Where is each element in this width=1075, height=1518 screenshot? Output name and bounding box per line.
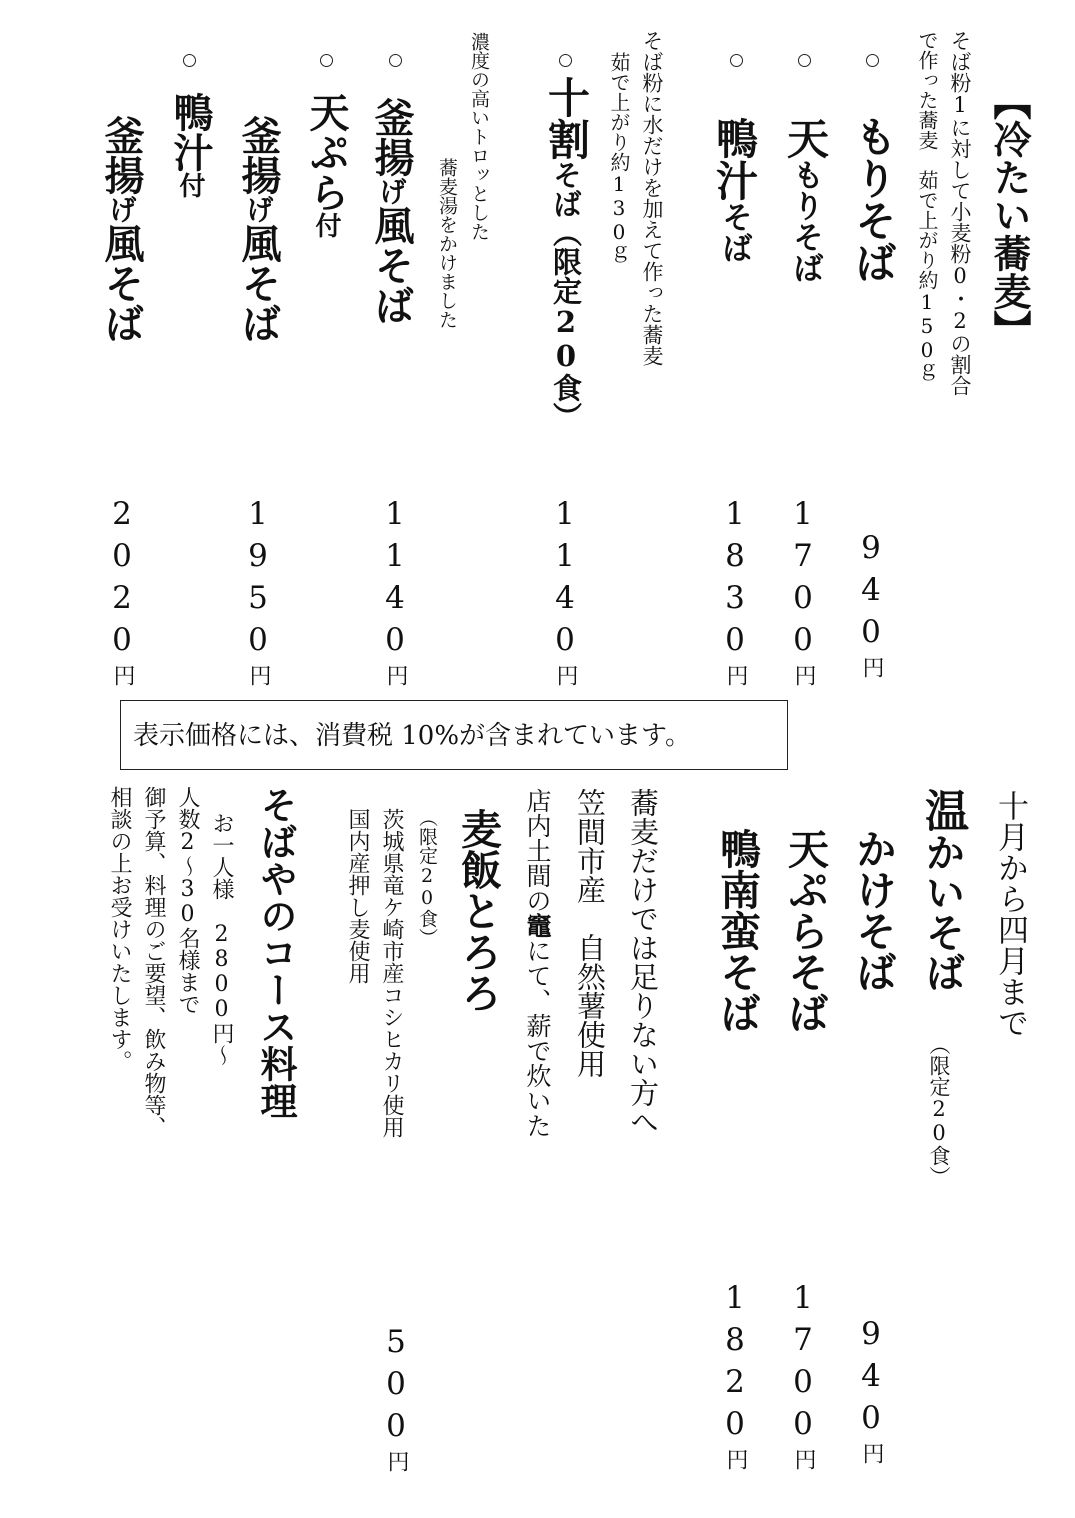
menu-item-mugimeshi-tororo: 麦飯とろろ bbox=[454, 808, 502, 1013]
juwari-note-1: そば粉に水だけを加えて作った蕎麦 bbox=[640, 30, 664, 366]
price-kamonanban-soba: 1820円 bbox=[717, 1280, 753, 1470]
menu-item-kamonanban-soba: 鴨南蛮そば bbox=[713, 828, 761, 1033]
price-kamaage-fu-soba: 1140円 bbox=[377, 496, 413, 686]
extra-intro: 蕎麦だけでは足りない方へ bbox=[626, 788, 660, 1136]
course-note-2: 相談の上お受けいたします。 bbox=[107, 786, 132, 1072]
extra-origin: 笠間市産 自然薯使用 bbox=[573, 788, 607, 1078]
menu-item-kamaage-fu-soba: 釜揚げ風そば bbox=[368, 97, 415, 325]
extra-cooking: 店内土間の竈にて、薪で炊いた bbox=[523, 788, 552, 1138]
kamaage-note-2: 蕎麦湯をかけました bbox=[436, 158, 458, 329]
menu-item-tempura-soba: 天ぷらそば bbox=[781, 828, 829, 1033]
menu-item-kamojiru-soba: 鴨汁そば bbox=[710, 117, 759, 263]
price-tempura-soba: 1700円 bbox=[785, 1280, 821, 1470]
menu-item-tempura-kamaage-soba: 釜揚げ風そば bbox=[235, 115, 282, 343]
warm-limited: （限定20食） bbox=[927, 1034, 951, 1187]
menu-item-kamojiru-kamaage-soba: 釜揚げ風そば bbox=[98, 115, 145, 343]
bullet-icon bbox=[798, 54, 811, 67]
extra-rice: 茨城県竜ケ崎市産コシヒカリ使用 bbox=[379, 808, 404, 1138]
course-people: 人数2～30名様まで bbox=[175, 786, 200, 1015]
warm-period: 十月から四月まで bbox=[992, 790, 1028, 1038]
tax-notice: 表示価格には、消費税 10%が含まれています。 bbox=[120, 700, 788, 770]
cold-description-2: で作った蕎麦 茹で上がり約150ｇ bbox=[915, 30, 939, 382]
extra-barley: 国内産押し麦使用 bbox=[345, 808, 370, 984]
bullet-icon bbox=[559, 54, 572, 67]
bullet-icon bbox=[866, 54, 879, 67]
menu-item-tenmori-soba: 天もりそば bbox=[781, 117, 830, 283]
course-note-1: 御予算、料理のご要望、飲み物等、 bbox=[141, 786, 166, 1138]
course-title: そばやのコース料理 bbox=[254, 786, 298, 1119]
price-tenmori-soba: 1700円 bbox=[785, 496, 821, 686]
course-price: お一人様 2800円～ bbox=[209, 812, 234, 1066]
bullet-icon bbox=[320, 54, 333, 67]
price-kamojiru-kamaage-soba: 2020円 bbox=[104, 496, 140, 686]
price-mugimeshi-tororo: 500円 bbox=[378, 1324, 414, 1472]
price-kamojiru-soba: 1830円 bbox=[717, 496, 753, 686]
extra-limited: （限定20食） bbox=[416, 808, 438, 947]
menu-item-mori-soba: もりそば bbox=[849, 115, 898, 283]
price-tempura-kamaage-soba: 1950円 bbox=[240, 496, 276, 686]
menu-item-kake-soba: かけそば bbox=[849, 828, 897, 992]
cold-description-1: そば粉1に対して小麦粉0・2の割合 bbox=[948, 30, 972, 396]
bullet-icon bbox=[730, 54, 743, 67]
bullet-icon bbox=[389, 54, 402, 67]
warm-section-title: 温かいそば bbox=[917, 788, 968, 992]
menu-item-kamojiru-tsuki: 鴨汁付 bbox=[167, 92, 214, 198]
kamaage-note-1: 濃度の高いトロッとした bbox=[468, 32, 490, 241]
bullet-icon bbox=[183, 54, 196, 67]
cold-section-title: 【冷たい蕎麦】 bbox=[987, 82, 1032, 348]
juwari-note-2: 茹で上がり約130ｇ bbox=[607, 52, 631, 264]
price-juwari-soba: 1140円 bbox=[547, 496, 583, 686]
price-mori-soba: 940円 bbox=[853, 530, 889, 678]
menu-item-tempura-tsuki: 天ぷら付 bbox=[303, 92, 350, 238]
menu-item-juwari-soba: 十割そば（限定20食） bbox=[542, 76, 591, 431]
price-kake-soba: 940円 bbox=[853, 1316, 889, 1464]
